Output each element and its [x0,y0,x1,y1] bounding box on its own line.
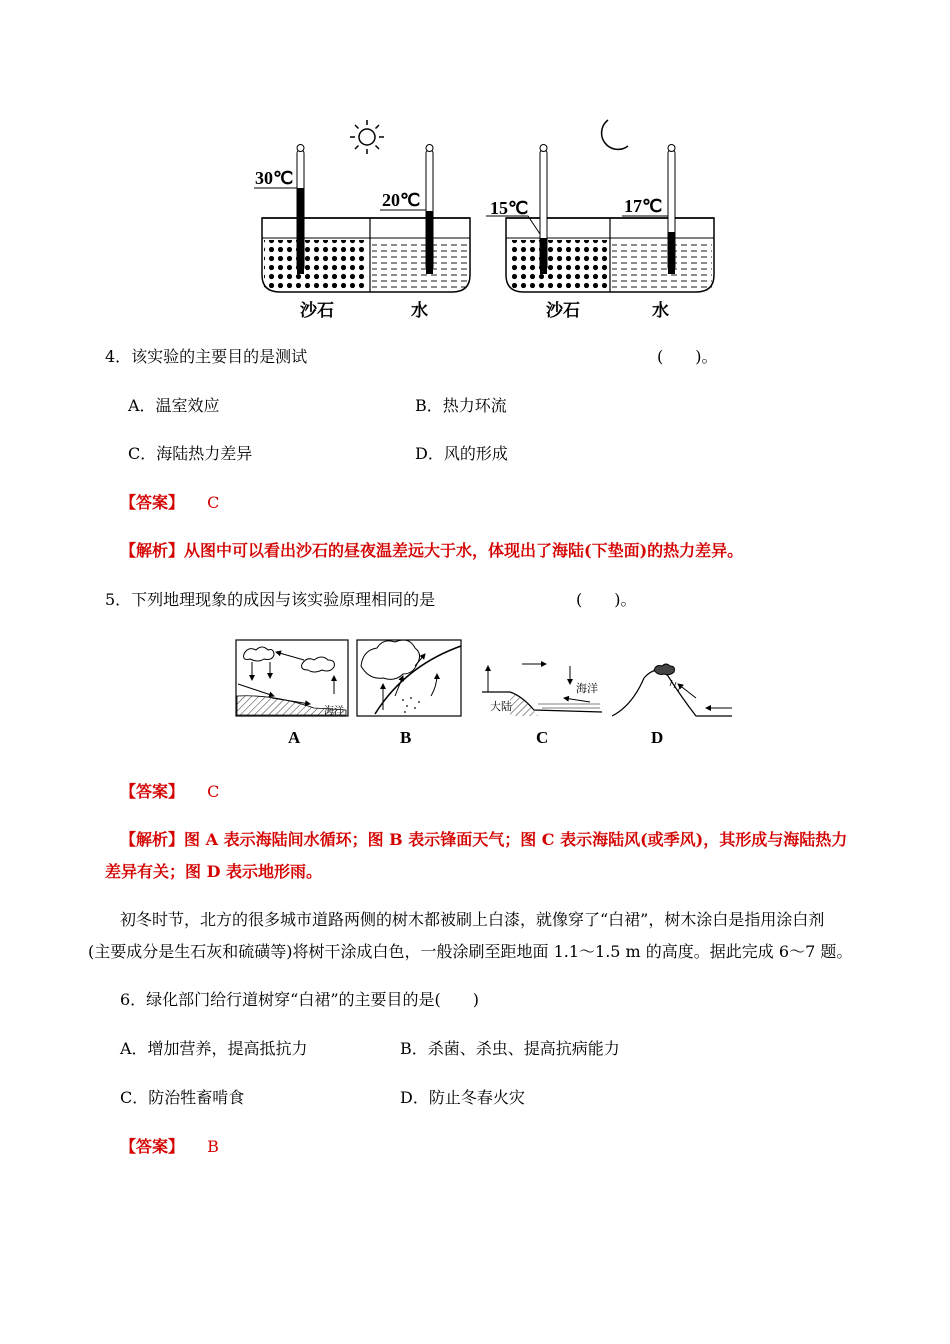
diagram-label-d: D [651,728,664,747]
q4-answer [120,493,219,513]
q4-analysis [120,541,743,561]
q5-analysis-line2: 差异有关；图 D 表示地形雨。 [105,862,323,881]
diagram-label-c: C [536,728,549,747]
q5-stem: 5．下列地理现象的成因与该实验原理相同的是 [105,590,436,609]
passage-line2: (主要成分是生石灰和硫磺等)将树干涂成白色，一般涂刷至距地面 1.1～1.5 m 的高度。据此完成 6～7 题。 [88,942,853,961]
q5-answer [120,782,219,802]
label-night-sand: 沙石 [546,301,580,321]
answer-tag: 【答案】 [120,1137,185,1156]
q6-option-d: D．防止冬春火灾 [400,1088,525,1107]
temp-day-sand: 30℃ [255,168,294,188]
q6-option-a: A．增加营养，提高抵抗力 [120,1039,308,1058]
q4-option-c: C．海陆热力差异 [128,444,253,463]
q6-answer [120,1137,219,1157]
diagram-c-land: 大陆 [490,700,512,713]
q4-option-d: D．风的形成 [415,444,508,463]
q4-stem: 4．该实验的主要目的是测试 [105,347,308,366]
day-container [262,218,470,292]
q6-option-b: B．杀菌、杀虫、提高抗病能力 [400,1039,620,1058]
diagram-label-b: B [400,728,412,747]
diagram-c-sea: 海洋 [576,682,598,695]
diagram-label-a: A [288,728,301,747]
q5-diagrams [234,636,744,748]
diagram-b [357,640,461,716]
label-day-sand: 沙石 [300,301,334,321]
diagram-a-sea: 海洋 [324,706,344,717]
diagram-d [612,664,732,716]
experiment-figure [240,110,720,325]
q4-option-a: A．温室效应 [128,396,220,415]
label-day-water: 水 [411,301,428,321]
answer-tag: 【答案】 [120,782,185,801]
passage-line1: 初冬时节，北方的很多城市道路两侧的树木都被刷上白漆，就像穿了“白裙”，树木涂白是指用涂白剂 [120,910,825,929]
q6-option-c: C．防治牲畜啃食 [120,1088,245,1107]
experiment-diagram [240,110,720,325]
analysis-text: 图 A 表示海陆间水循环；图 B 表示锋面天气；图 C 表示海陆风(或季风)，其形成与海陆热力 [184,830,848,849]
q6-stem: 6．绿化部门给行道树穿“白裙”的主要目的是( ) [120,990,480,1009]
answer-value: C [207,493,220,512]
q4-paren: ( )。 [657,347,718,366]
label-night-water: 水 [652,301,669,321]
temp-night-sand: 15℃ [490,198,529,218]
q5-analysis-line1 [120,830,847,850]
q4-option-b: B．热力环流 [415,396,507,415]
analysis-tag: 【解析】 [120,541,185,560]
analysis-tag: 【解析】 [120,830,185,849]
answer-value: C [207,782,220,801]
answer-tag: 【答案】 [120,493,185,512]
answer-value: B [207,1137,219,1156]
sun-icon [350,120,384,154]
temp-night-water: 17℃ [624,196,663,216]
moon-icon [602,120,628,149]
temp-day-water: 20℃ [382,190,421,210]
q5-figure [234,636,744,748]
analysis-text: 从图中可以看出沙石的昼夜温差远大于水，体现出了海陆(下垫面)的热力差异。 [184,541,744,560]
q5-paren: ( )。 [576,590,637,609]
